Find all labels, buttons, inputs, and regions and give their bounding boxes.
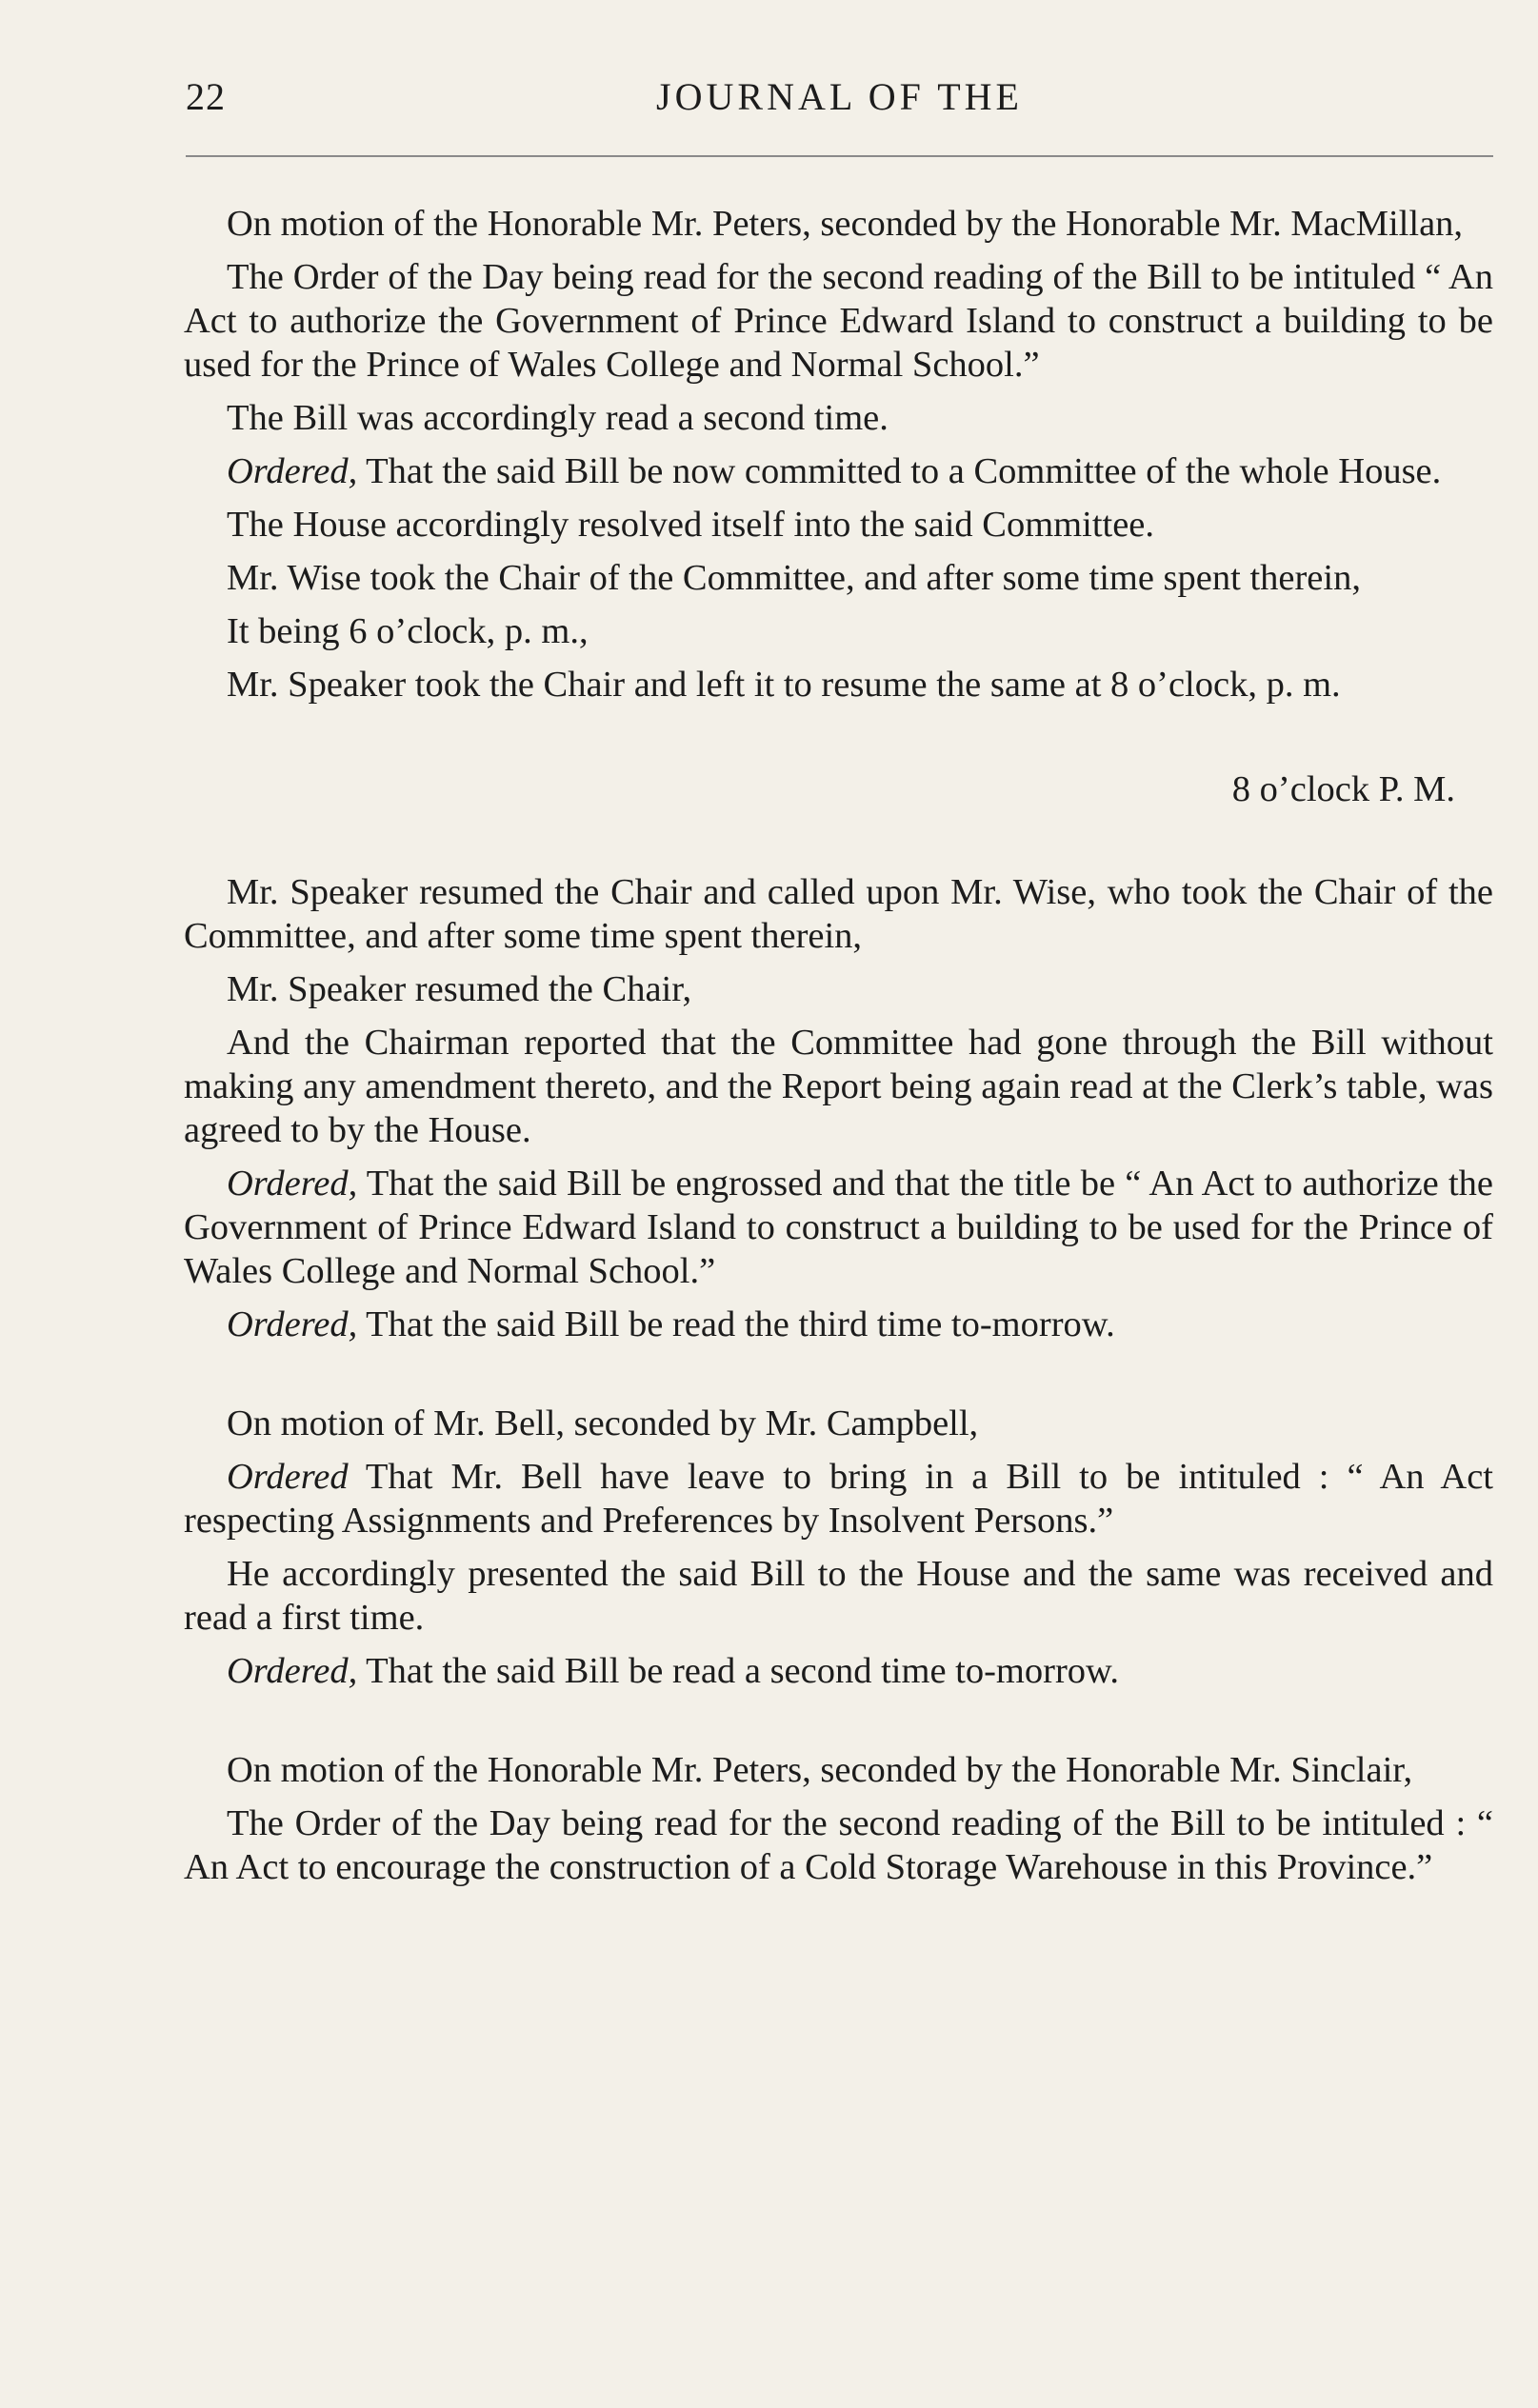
paragraph-text: On motion of the Honorable Mr. Peters, seconded by the Honorable Mr. MacMillan, [227,204,1464,244]
paragraph-wise-chair [184,556,1493,600]
paragraph-text: The Bill was accordingly read a second time. [227,398,889,438]
paragraph-text: That the said Bill be read the third time to-morrow. [357,1304,1115,1344]
paragraph-second-reading [184,396,1493,440]
paragraph-order-of-day-cold-storage [184,1801,1493,1889]
paragraph-speaker-recess [184,663,1493,706]
paragraph-text: And the Chairman reported that the Committee had gone through the Bill without making any amendment thereto, and the Report being again read at the Clerk’s table, was agreed to by the House. [184,1023,1493,1150]
journal-body [184,202,1493,1899]
paragraph-text: 8 o’clock P. M. [1231,769,1455,809]
paragraph-ordered-bell-leave [184,1455,1493,1542]
ordered-label: Ordered, [227,1651,358,1691]
page-number: 22 [186,75,226,118]
paragraph-text: That the said Bill be engrossed and that the title be “ An Act to authorize the Government of Prince Edward Island to construct a building to be used for the Prince of Wales College and Normal School.” [184,1164,1493,1291]
paragraph-text: On motion of Mr. Bell, seconded by Mr. Campbell, [227,1403,979,1443]
paragraph-motion-peters-sinclair [184,1748,1493,1792]
running-head: JOURNAL OF THE [656,75,1023,118]
paragraph-motion-peters-macmillan [184,202,1493,246]
paragraph-text: It being 6 o’clock, p. m., [227,611,589,651]
paragraph-six-oclock [184,609,1493,653]
paragraph-text: The House accordingly resolved itself into the said Committee. [227,505,1155,545]
paragraph-text: That the said Bill be now committed to a Committee of the whole House. [357,451,1442,491]
paragraph-text: The Order of the Day being read for the second reading of the Bill to be intituled : “ An Act to encourage the construction of a Cold Storage Warehouse in this Province.” [184,1803,1493,1887]
paragraph-text: That Mr. Bell have leave to bring in a Bill to be intituled : “ An Act respecting Assignments and Preferences by Insolvent Persons.” [184,1457,1493,1541]
paragraph-speaker-resumed [184,967,1493,1011]
paragraph-house-resolved [184,503,1493,547]
paragraph-text: Mr. Speaker resumed the Chair, [227,969,692,1009]
paragraph-text: Mr. Speaker took the Chair and left it to resume the same at 8 o’clock, p. m. [227,665,1341,705]
paragraph-bill-presented [184,1552,1493,1640]
paragraph-ordered-third-reading [184,1303,1493,1346]
paragraph-chairman-reported [184,1021,1493,1152]
ordered-label: Ordered [227,1457,349,1497]
paragraph-ordered-engrossed [184,1162,1493,1293]
paragraph-text: He accordingly presented the said Bill to the House and the same was received and read a first time. [184,1554,1493,1638]
time-heading [184,767,1493,811]
ordered-label: Ordered, [227,451,358,491]
paragraph-text: Mr. Wise took the Chair of the Committee, and after some time spent therein, [227,558,1361,598]
paragraph-order-of-day-college [184,255,1493,387]
paragraph-text: That the said Bill be read a second time to-morrow. [357,1651,1119,1691]
ordered-label: Ordered, [227,1164,358,1204]
paragraph-ordered-committed [184,449,1493,493]
page-header [186,74,1493,131]
header-rule [186,155,1493,157]
paragraph-speaker-resumed-wise [184,870,1493,958]
paragraph-text: On motion of the Honorable Mr. Peters, seconded by the Honorable Mr. Sinclair, [227,1750,1413,1790]
paragraph-motion-bell-campbell [184,1402,1493,1445]
paragraph-ordered-second-reading [184,1649,1493,1693]
paragraph-text: The Order of the Day being read for the second reading of the Bill to be intituled “ An Act to authorize the Government of Prince Edward Island to construct a building to be used for the Prince of Wales College and Normal School.” [184,257,1493,385]
paragraph-text: Mr. Speaker resumed the Chair and called upon Mr. Wise, who took the Chair of the Committee, and after some time spent therein, [184,872,1493,956]
ordered-label: Ordered, [227,1304,358,1344]
